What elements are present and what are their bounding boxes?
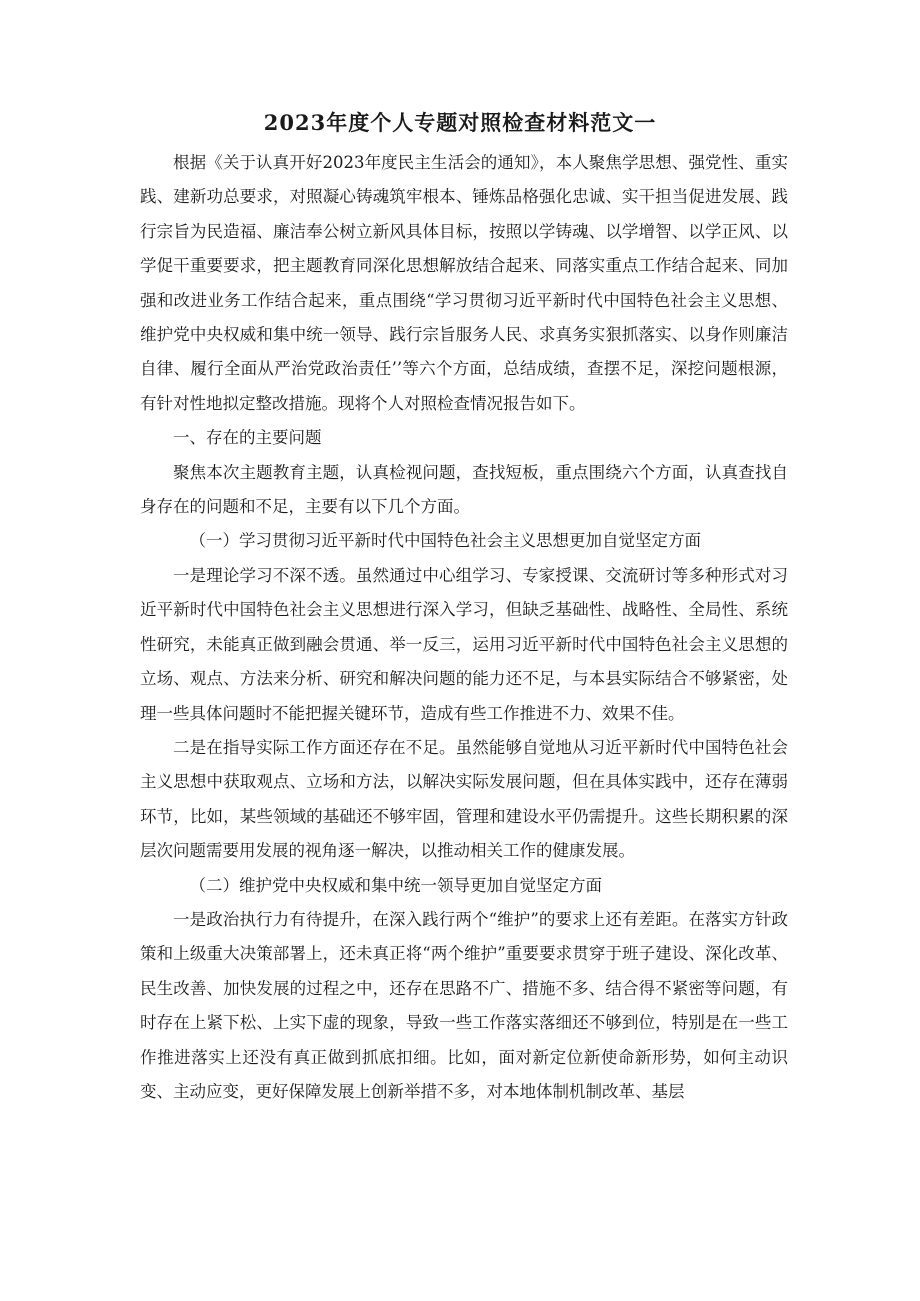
section-intro-paragraph: 聚焦本次主题教育主题，认真检视问题，查找短板，重点围绕六个方面，认真查找自身存在的问题和不足，主要有以下几个方面。 — [140, 462, 788, 517]
body-paragraph: 二是在指导实际工作方面还存在不足。虽然能够自觉地从习近平新时代中国特色社会主义思想中获取观点、立场和方法，以解决实际发展问题，但在具体实践中，还存在薄弱环节，比如，某些领域的基础还不够牢固，管理和建设水平仍需提升。这些长期积累的深层次问题需要用发展的视角逐一解决，以推动相关工作的健康发展。 — [140, 737, 788, 861]
section-heading: 一、存在的主要问题 — [173, 428, 322, 448]
subsection-heading: （一）学习贯彻习近平新时代中国特色社会主义思想更加自觉坚定方面 — [189, 531, 701, 551]
document-title: 2023年度个人专题对照检查材料范文一 — [263, 110, 657, 135]
body-paragraph: 一是政治执行力有待提升，在深入践行两个“维护”的要求上还有差距。在落实方针政策和上级重大决策部署上，还未真正将“两个维护”重要要求贯穿于班子建设、深化改革、民生改善、加快发展的过程之中，还存在思路不广、措施不多、结合得不紧密等问题，有时存在上紧下松、上实下虚的现象，导致一些工作落实落细还不够到位，特别是在一些工作推进落实上还没有真正做到抓底扣细。比如，面对新定位新使命新形势，如何主动识变、主动应变，更好保障发展上创新举措不多，对本地体制机制改革、基层 — [140, 909, 788, 1101]
subsection-heading: （二）维护党中央权威和集中统一领导更加自觉坚定方面 — [189, 875, 602, 895]
intro-paragraph: 根据《关于认真开好2023年度民主生活会的通知》，本人聚焦学思想、强党性、重实践、建新功总要求，对照凝心铸魂筑牢根本、锤炼品格强化忠诚、实干担当促进发展、践行宗旨为民造福、廉洁奉公树立新风具体目标，按照以学铸魂、以学增智、以学正风、以学促干重要要求，把主题教育同深化思想解放结合起来、同落实重点工作结合起来、同加强和改进业务工作结合起来，重点围绕“学习贯彻习近平新时代中国特色社会主义思想、维护党中央权威和集中统一领导、践行宗旨服务人民、求真务实狠抓落实、以身作则廉洁自律、履行全面从严治党政治责任’’等六个方面，总结成绩，查摆不足，深挖问题根源，有针对性地拟定整改措施。现将个人对照检查情况报告如下。 — [140, 153, 788, 413]
body-paragraph: 一是理论学习不深不透。虽然通过中心组学习、专家授课、交流研讨等多种形式对习近平新时代中国特色社会主义思想进行深入学习，但缺乏基础性、战略性、全局性、系统性研究，未能真正做到融会贯通、举一反三，运用习近平新时代中国特色社会主义思想的立场、观点、方法来分析、研究和解决问题的能力还不足，与本县实际结合不够紧密，处理一些具体问题时不能把握关键环节，造成有些工作推进不力、效果不佳。 — [140, 565, 788, 723]
document-body — [140, 146, 788, 1109]
